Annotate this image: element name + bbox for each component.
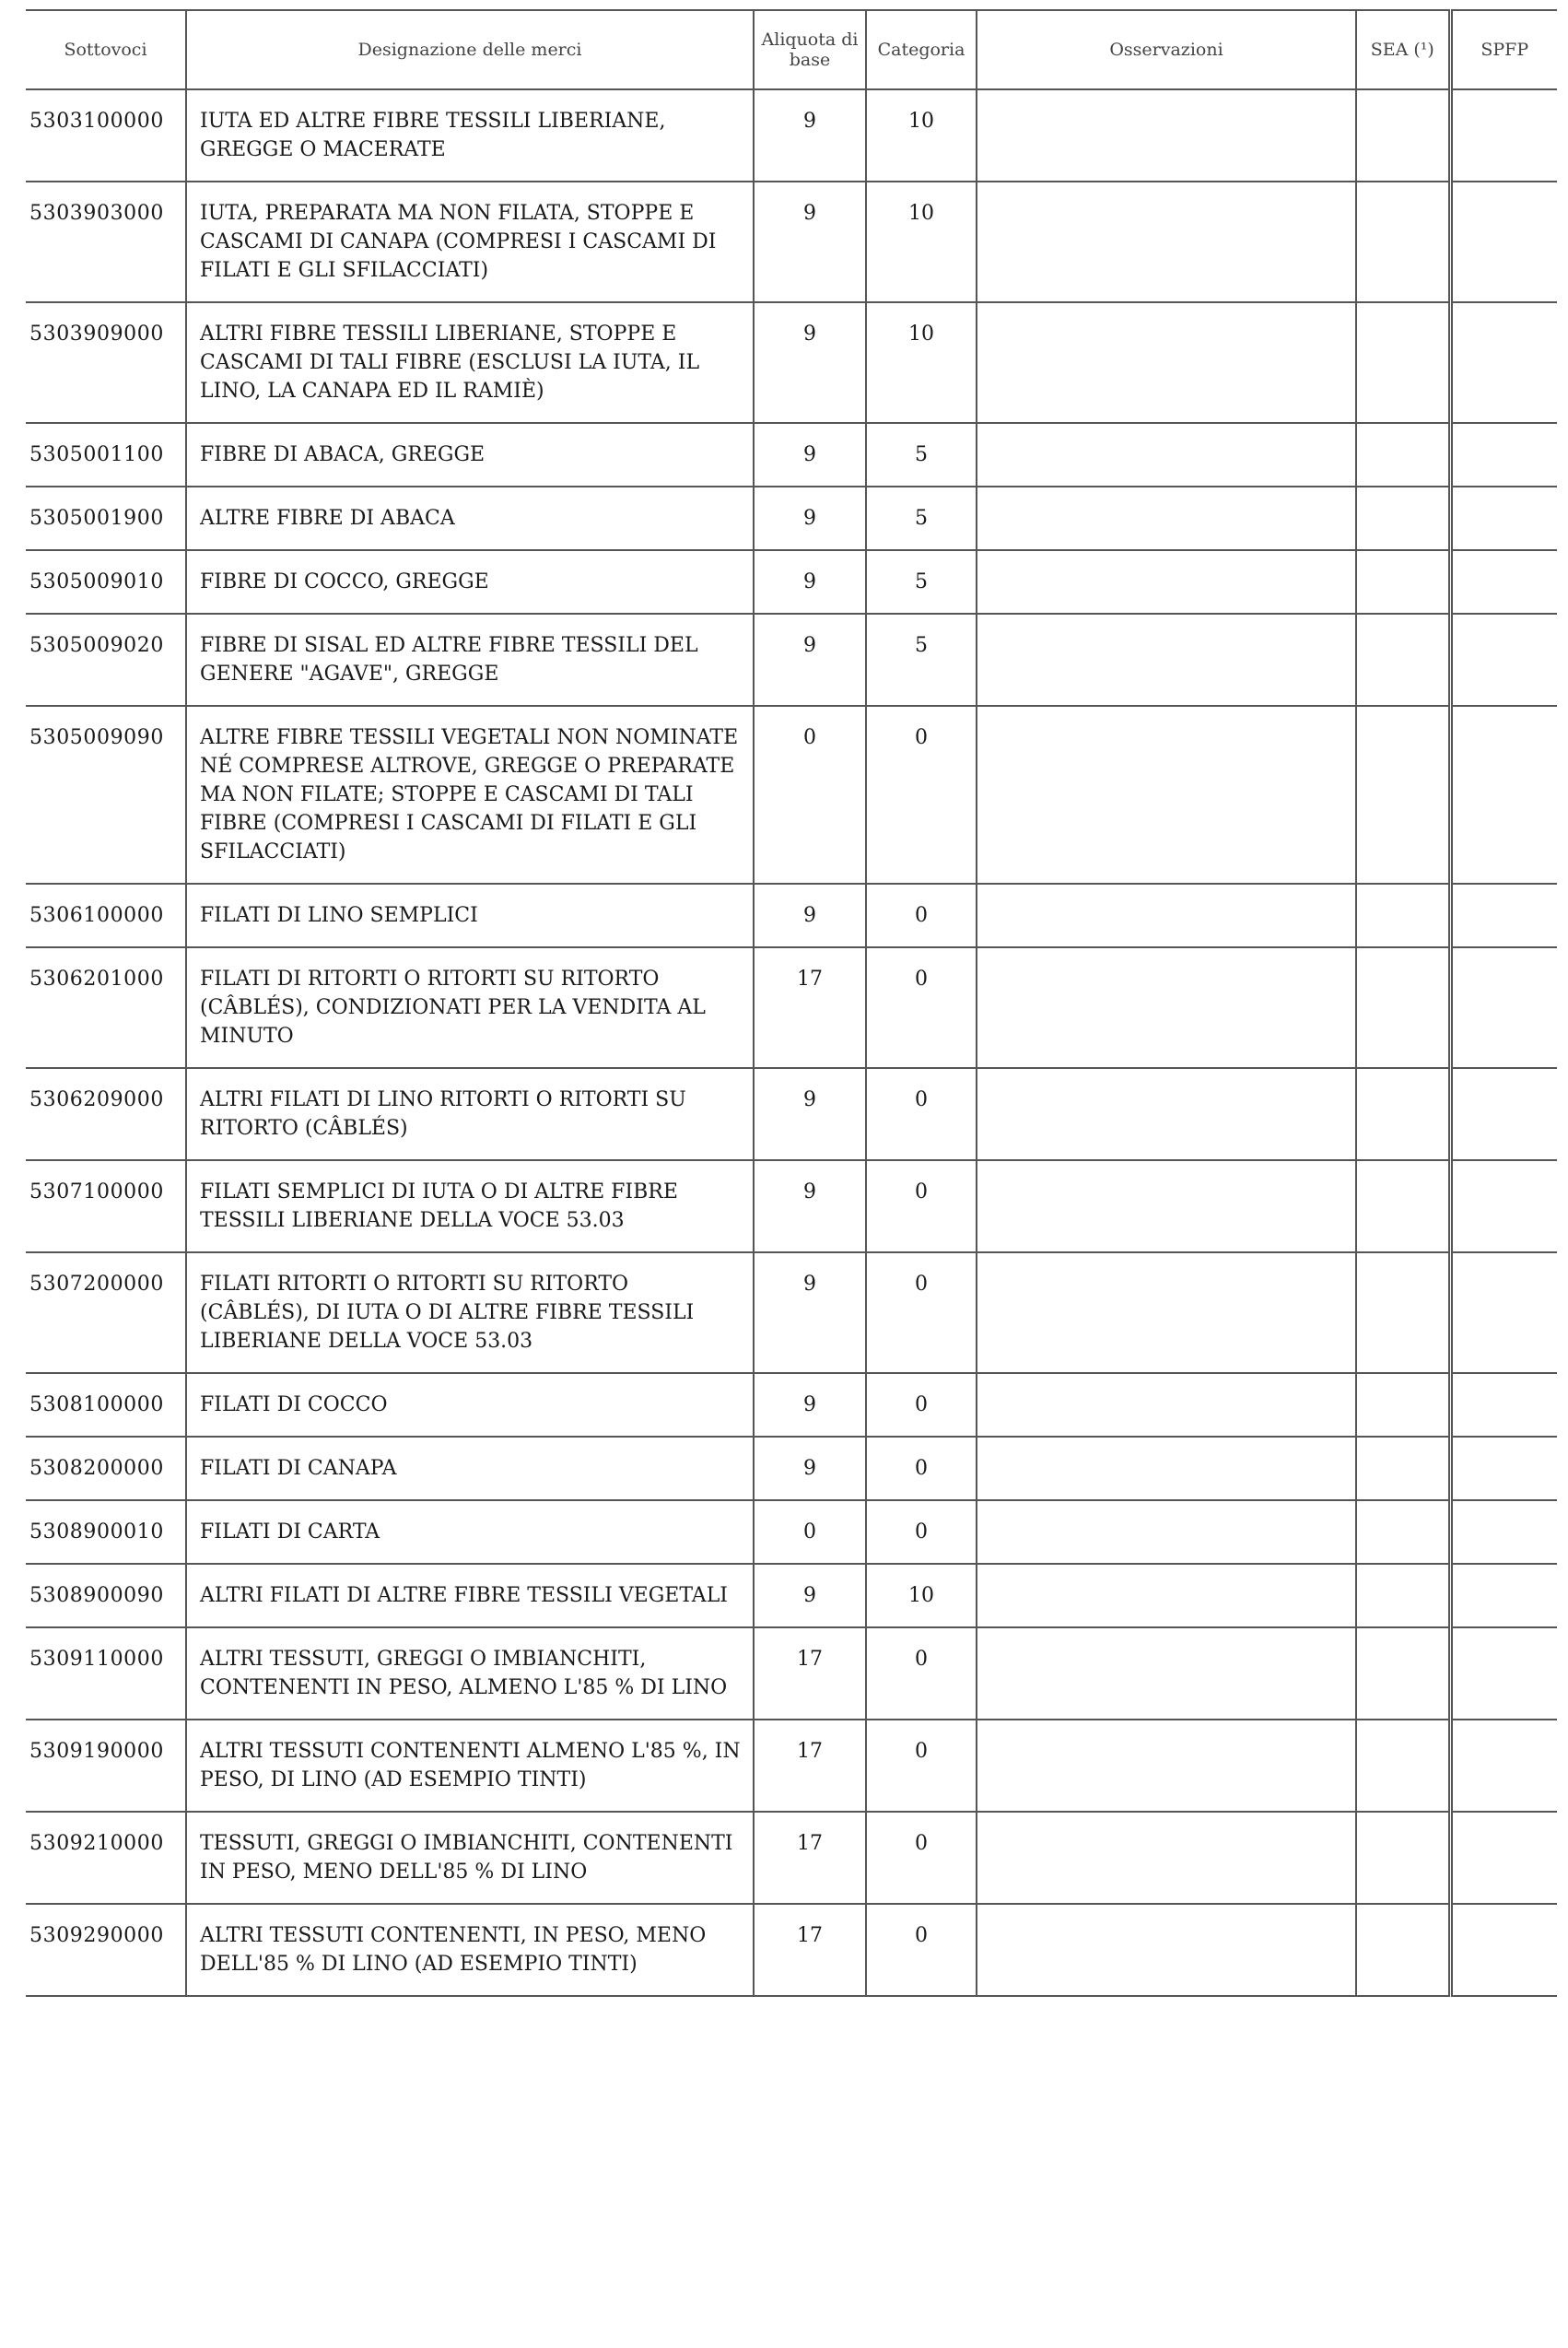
table-row bbox=[26, 1373, 1557, 1437]
header-base-rate: Aliquota di base bbox=[754, 10, 866, 89]
row-code: 5308200000 bbox=[26, 1437, 186, 1500]
row-code: 5308900090 bbox=[26, 1564, 186, 1627]
row-spfp bbox=[1450, 1500, 1557, 1564]
table-row bbox=[26, 550, 1557, 614]
row-category: 0 bbox=[866, 1437, 977, 1500]
table-row bbox=[26, 947, 1557, 1068]
row-sea bbox=[1356, 1627, 1450, 1720]
row-category: 0 bbox=[866, 947, 977, 1068]
row-spfp bbox=[1450, 1904, 1557, 1996]
row-code: 5306201000 bbox=[26, 947, 186, 1068]
row-description: FILATI DI COCCO bbox=[186, 1373, 754, 1437]
row-category: 5 bbox=[866, 423, 977, 487]
row-base-rate: 9 bbox=[754, 550, 866, 614]
row-sea bbox=[1356, 487, 1450, 550]
row-description: FILATI RITORTI O RITORTI SU RITORTO (CÂBLÉS), DI IUTA O DI ALTRE FIBRE TESSILI LIBERIANE DELLA VOCE 53.03 bbox=[186, 1252, 754, 1373]
row-category: 0 bbox=[866, 1500, 977, 1564]
row-base-rate: 9 bbox=[754, 423, 866, 487]
tariff-table bbox=[26, 9, 1557, 1997]
table-row bbox=[26, 1627, 1557, 1720]
row-base-rate: 17 bbox=[754, 947, 866, 1068]
row-category: 0 bbox=[866, 706, 977, 884]
row-code: 5306100000 bbox=[26, 884, 186, 947]
table-row bbox=[26, 1812, 1557, 1904]
row-observations bbox=[977, 1252, 1356, 1373]
row-base-rate: 9 bbox=[754, 89, 866, 182]
row-description: ALTRI TESSUTI CONTENENTI, IN PESO, MENO DELL'85 % DI LINO (AD ESEMPIO TINTI) bbox=[186, 1904, 754, 1996]
row-sea bbox=[1356, 1437, 1450, 1500]
row-sea bbox=[1356, 1160, 1450, 1252]
row-spfp bbox=[1450, 302, 1557, 423]
row-spfp bbox=[1450, 1812, 1557, 1904]
row-observations bbox=[977, 89, 1356, 182]
row-spfp bbox=[1450, 1160, 1557, 1252]
row-sea bbox=[1356, 1068, 1450, 1160]
row-description: ALTRI FILATI DI LINO RITORTI O RITORTI SU RITORTO (CÂBLÉS) bbox=[186, 1068, 754, 1160]
row-code: 5309190000 bbox=[26, 1720, 186, 1812]
row-sea bbox=[1356, 89, 1450, 182]
row-description: FIBRE DI SISAL ED ALTRE FIBRE TESSILI DEL GENERE "AGAVE", GREGGE bbox=[186, 614, 754, 706]
row-observations bbox=[977, 1068, 1356, 1160]
row-observations bbox=[977, 1500, 1356, 1564]
table-row bbox=[26, 1500, 1557, 1564]
header-category: Categoria bbox=[866, 10, 977, 89]
row-code: 5307200000 bbox=[26, 1252, 186, 1373]
row-spfp bbox=[1450, 1627, 1557, 1720]
row-code: 5305009020 bbox=[26, 614, 186, 706]
row-code: 5305001900 bbox=[26, 487, 186, 550]
row-observations bbox=[977, 1437, 1356, 1500]
row-observations bbox=[977, 614, 1356, 706]
row-base-rate: 17 bbox=[754, 1627, 866, 1720]
row-description: FILATI SEMPLICI DI IUTA O DI ALTRE FIBRE TESSILI LIBERIANE DELLA VOCE 53.03 bbox=[186, 1160, 754, 1252]
row-observations bbox=[977, 487, 1356, 550]
row-spfp bbox=[1450, 1373, 1557, 1437]
row-sea bbox=[1356, 947, 1450, 1068]
table-row bbox=[26, 1068, 1557, 1160]
row-observations bbox=[977, 423, 1356, 487]
table-row bbox=[26, 884, 1557, 947]
row-observations bbox=[977, 1373, 1356, 1437]
row-spfp bbox=[1450, 1720, 1557, 1812]
row-spfp bbox=[1450, 487, 1557, 550]
table-row bbox=[26, 706, 1557, 884]
row-category: 10 bbox=[866, 1564, 977, 1627]
table-row bbox=[26, 614, 1557, 706]
row-observations bbox=[977, 947, 1356, 1068]
row-sea bbox=[1356, 423, 1450, 487]
row-code: 5307100000 bbox=[26, 1160, 186, 1252]
row-base-rate: 9 bbox=[754, 1160, 866, 1252]
header-code: Sottovoci bbox=[26, 10, 186, 89]
table-row bbox=[26, 1720, 1557, 1812]
row-base-rate: 9 bbox=[754, 1564, 866, 1627]
table-row bbox=[26, 1437, 1557, 1500]
row-base-rate: 0 bbox=[754, 706, 866, 884]
row-sea bbox=[1356, 1812, 1450, 1904]
row-spfp bbox=[1450, 706, 1557, 884]
row-description: FILATI DI CARTA bbox=[186, 1500, 754, 1564]
row-base-rate: 9 bbox=[754, 302, 866, 423]
row-base-rate: 0 bbox=[754, 1500, 866, 1564]
row-description: ALTRI FIBRE TESSILI LIBERIANE, STOPPE E CASCAMI DI TALI FIBRE (ESCLUSI LA IUTA, IL LINO, LA CANAPA ED IL RAMIÈ) bbox=[186, 302, 754, 423]
row-sea bbox=[1356, 302, 1450, 423]
row-sea bbox=[1356, 884, 1450, 947]
row-description: FILATI DI LINO SEMPLICI bbox=[186, 884, 754, 947]
row-sea bbox=[1356, 1500, 1450, 1564]
row-sea bbox=[1356, 614, 1450, 706]
row-description: ALTRI FILATI DI ALTRE FIBRE TESSILI VEGETALI bbox=[186, 1564, 754, 1627]
row-description: FIBRE DI COCCO, GREGGE bbox=[186, 550, 754, 614]
header-sea: SEA (¹) bbox=[1356, 10, 1450, 89]
table-row bbox=[26, 487, 1557, 550]
row-observations bbox=[977, 1564, 1356, 1627]
row-base-rate: 17 bbox=[754, 1812, 866, 1904]
table-row bbox=[26, 182, 1557, 302]
row-description: ALTRE FIBRE DI ABACA bbox=[186, 487, 754, 550]
header-observations: Osservazioni bbox=[977, 10, 1356, 89]
row-spfp bbox=[1450, 1068, 1557, 1160]
row-description: IUTA ED ALTRE FIBRE TESSILI LIBERIANE, GREGGE O MACERATE bbox=[186, 89, 754, 182]
row-base-rate: 17 bbox=[754, 1904, 866, 1996]
row-code: 5308900010 bbox=[26, 1500, 186, 1564]
row-sea bbox=[1356, 550, 1450, 614]
row-base-rate: 9 bbox=[754, 1252, 866, 1373]
row-base-rate: 9 bbox=[754, 1373, 866, 1437]
row-category: 0 bbox=[866, 1160, 977, 1252]
row-code: 5308100000 bbox=[26, 1373, 186, 1437]
row-spfp bbox=[1450, 1437, 1557, 1500]
row-spfp bbox=[1450, 89, 1557, 182]
row-description: FIBRE DI ABACA, GREGGE bbox=[186, 423, 754, 487]
table-row bbox=[26, 1904, 1557, 1996]
row-description: ALTRE FIBRE TESSILI VEGETALI NON NOMINATE NÉ COMPRESE ALTROVE, GREGGE O PREPARATE MA NON FILATE; STOPPE E CASCAMI DI TALI FIBRE (COMPRESI I CASCAMI DI FILATI E GLI SFILACCIATI) bbox=[186, 706, 754, 884]
row-code: 5303909000 bbox=[26, 302, 186, 423]
tariff-table-page bbox=[26, 9, 1557, 1997]
row-sea bbox=[1356, 1373, 1450, 1437]
row-observations bbox=[977, 706, 1356, 884]
header-description: Designazione delle merci bbox=[186, 10, 754, 89]
table-body bbox=[26, 89, 1557, 1996]
row-code: 5303100000 bbox=[26, 89, 186, 182]
row-category: 10 bbox=[866, 182, 977, 302]
row-category: 0 bbox=[866, 1252, 977, 1373]
row-description: ALTRI TESSUTI, GREGGI O IMBIANCHITI, CONTENENTI IN PESO, ALMENO L'85 % DI LINO bbox=[186, 1627, 754, 1720]
row-category: 0 bbox=[866, 1068, 977, 1160]
row-sea bbox=[1356, 1564, 1450, 1627]
row-category: 0 bbox=[866, 1627, 977, 1720]
row-code: 5305009010 bbox=[26, 550, 186, 614]
row-base-rate: 9 bbox=[754, 182, 866, 302]
row-description: ALTRI TESSUTI CONTENENTI ALMENO L'85 %, IN PESO, DI LINO (AD ESEMPIO TINTI) bbox=[186, 1720, 754, 1812]
table-row bbox=[26, 423, 1557, 487]
row-category: 0 bbox=[866, 1720, 977, 1812]
row-category: 5 bbox=[866, 614, 977, 706]
row-base-rate: 9 bbox=[754, 1068, 866, 1160]
row-spfp bbox=[1450, 1564, 1557, 1627]
row-base-rate: 9 bbox=[754, 487, 866, 550]
row-code: 5306209000 bbox=[26, 1068, 186, 1160]
row-category: 10 bbox=[866, 302, 977, 423]
row-spfp bbox=[1450, 947, 1557, 1068]
row-spfp bbox=[1450, 423, 1557, 487]
row-description: FILATI DI RITORTI O RITORTI SU RITORTO (CÂBLÉS), CONDIZIONATI PER LA VENDITA AL MINUTO bbox=[186, 947, 754, 1068]
row-category: 0 bbox=[866, 884, 977, 947]
row-base-rate: 9 bbox=[754, 1437, 866, 1500]
row-code: 5309110000 bbox=[26, 1627, 186, 1720]
table-row bbox=[26, 1564, 1557, 1627]
row-observations bbox=[977, 1627, 1356, 1720]
row-observations bbox=[977, 550, 1356, 614]
row-code: 5303903000 bbox=[26, 182, 186, 302]
table-row bbox=[26, 89, 1557, 182]
row-description: TESSUTI, GREGGI O IMBIANCHITI, CONTENENTI IN PESO, MENO DELL'85 % DI LINO bbox=[186, 1812, 754, 1904]
row-category: 0 bbox=[866, 1812, 977, 1904]
row-base-rate: 9 bbox=[754, 884, 866, 947]
row-code: 5309290000 bbox=[26, 1904, 186, 1996]
row-observations bbox=[977, 1720, 1356, 1812]
row-sea bbox=[1356, 182, 1450, 302]
row-observations bbox=[977, 1160, 1356, 1252]
row-category: 5 bbox=[866, 487, 977, 550]
row-sea bbox=[1356, 706, 1450, 884]
row-category: 0 bbox=[866, 1373, 977, 1437]
row-code: 5305009090 bbox=[26, 706, 186, 884]
row-sea bbox=[1356, 1720, 1450, 1812]
row-base-rate: 9 bbox=[754, 614, 866, 706]
table-row bbox=[26, 1160, 1557, 1252]
row-spfp bbox=[1450, 1252, 1557, 1373]
row-spfp bbox=[1450, 182, 1557, 302]
row-category: 0 bbox=[866, 1904, 977, 1996]
table-row bbox=[26, 1252, 1557, 1373]
row-code: 5305001100 bbox=[26, 423, 186, 487]
row-observations bbox=[977, 884, 1356, 947]
row-observations bbox=[977, 1904, 1356, 1996]
row-sea bbox=[1356, 1252, 1450, 1373]
header-row bbox=[26, 10, 1557, 89]
header-spfp: SPFP bbox=[1450, 10, 1557, 89]
row-observations bbox=[977, 182, 1356, 302]
row-spfp bbox=[1450, 550, 1557, 614]
row-sea bbox=[1356, 1904, 1450, 1996]
table-row bbox=[26, 302, 1557, 423]
row-category: 5 bbox=[866, 550, 977, 614]
row-description: IUTA, PREPARATA MA NON FILATA, STOPPE E CASCAMI DI CANAPA (COMPRESI I CASCAMI DI FILATI E GLI SFILACCIATI) bbox=[186, 182, 754, 302]
row-base-rate: 17 bbox=[754, 1720, 866, 1812]
row-category: 10 bbox=[866, 89, 977, 182]
row-observations bbox=[977, 1812, 1356, 1904]
row-observations bbox=[977, 302, 1356, 423]
row-code: 5309210000 bbox=[26, 1812, 186, 1904]
row-spfp bbox=[1450, 884, 1557, 947]
row-spfp bbox=[1450, 614, 1557, 706]
row-description: FILATI DI CANAPA bbox=[186, 1437, 754, 1500]
